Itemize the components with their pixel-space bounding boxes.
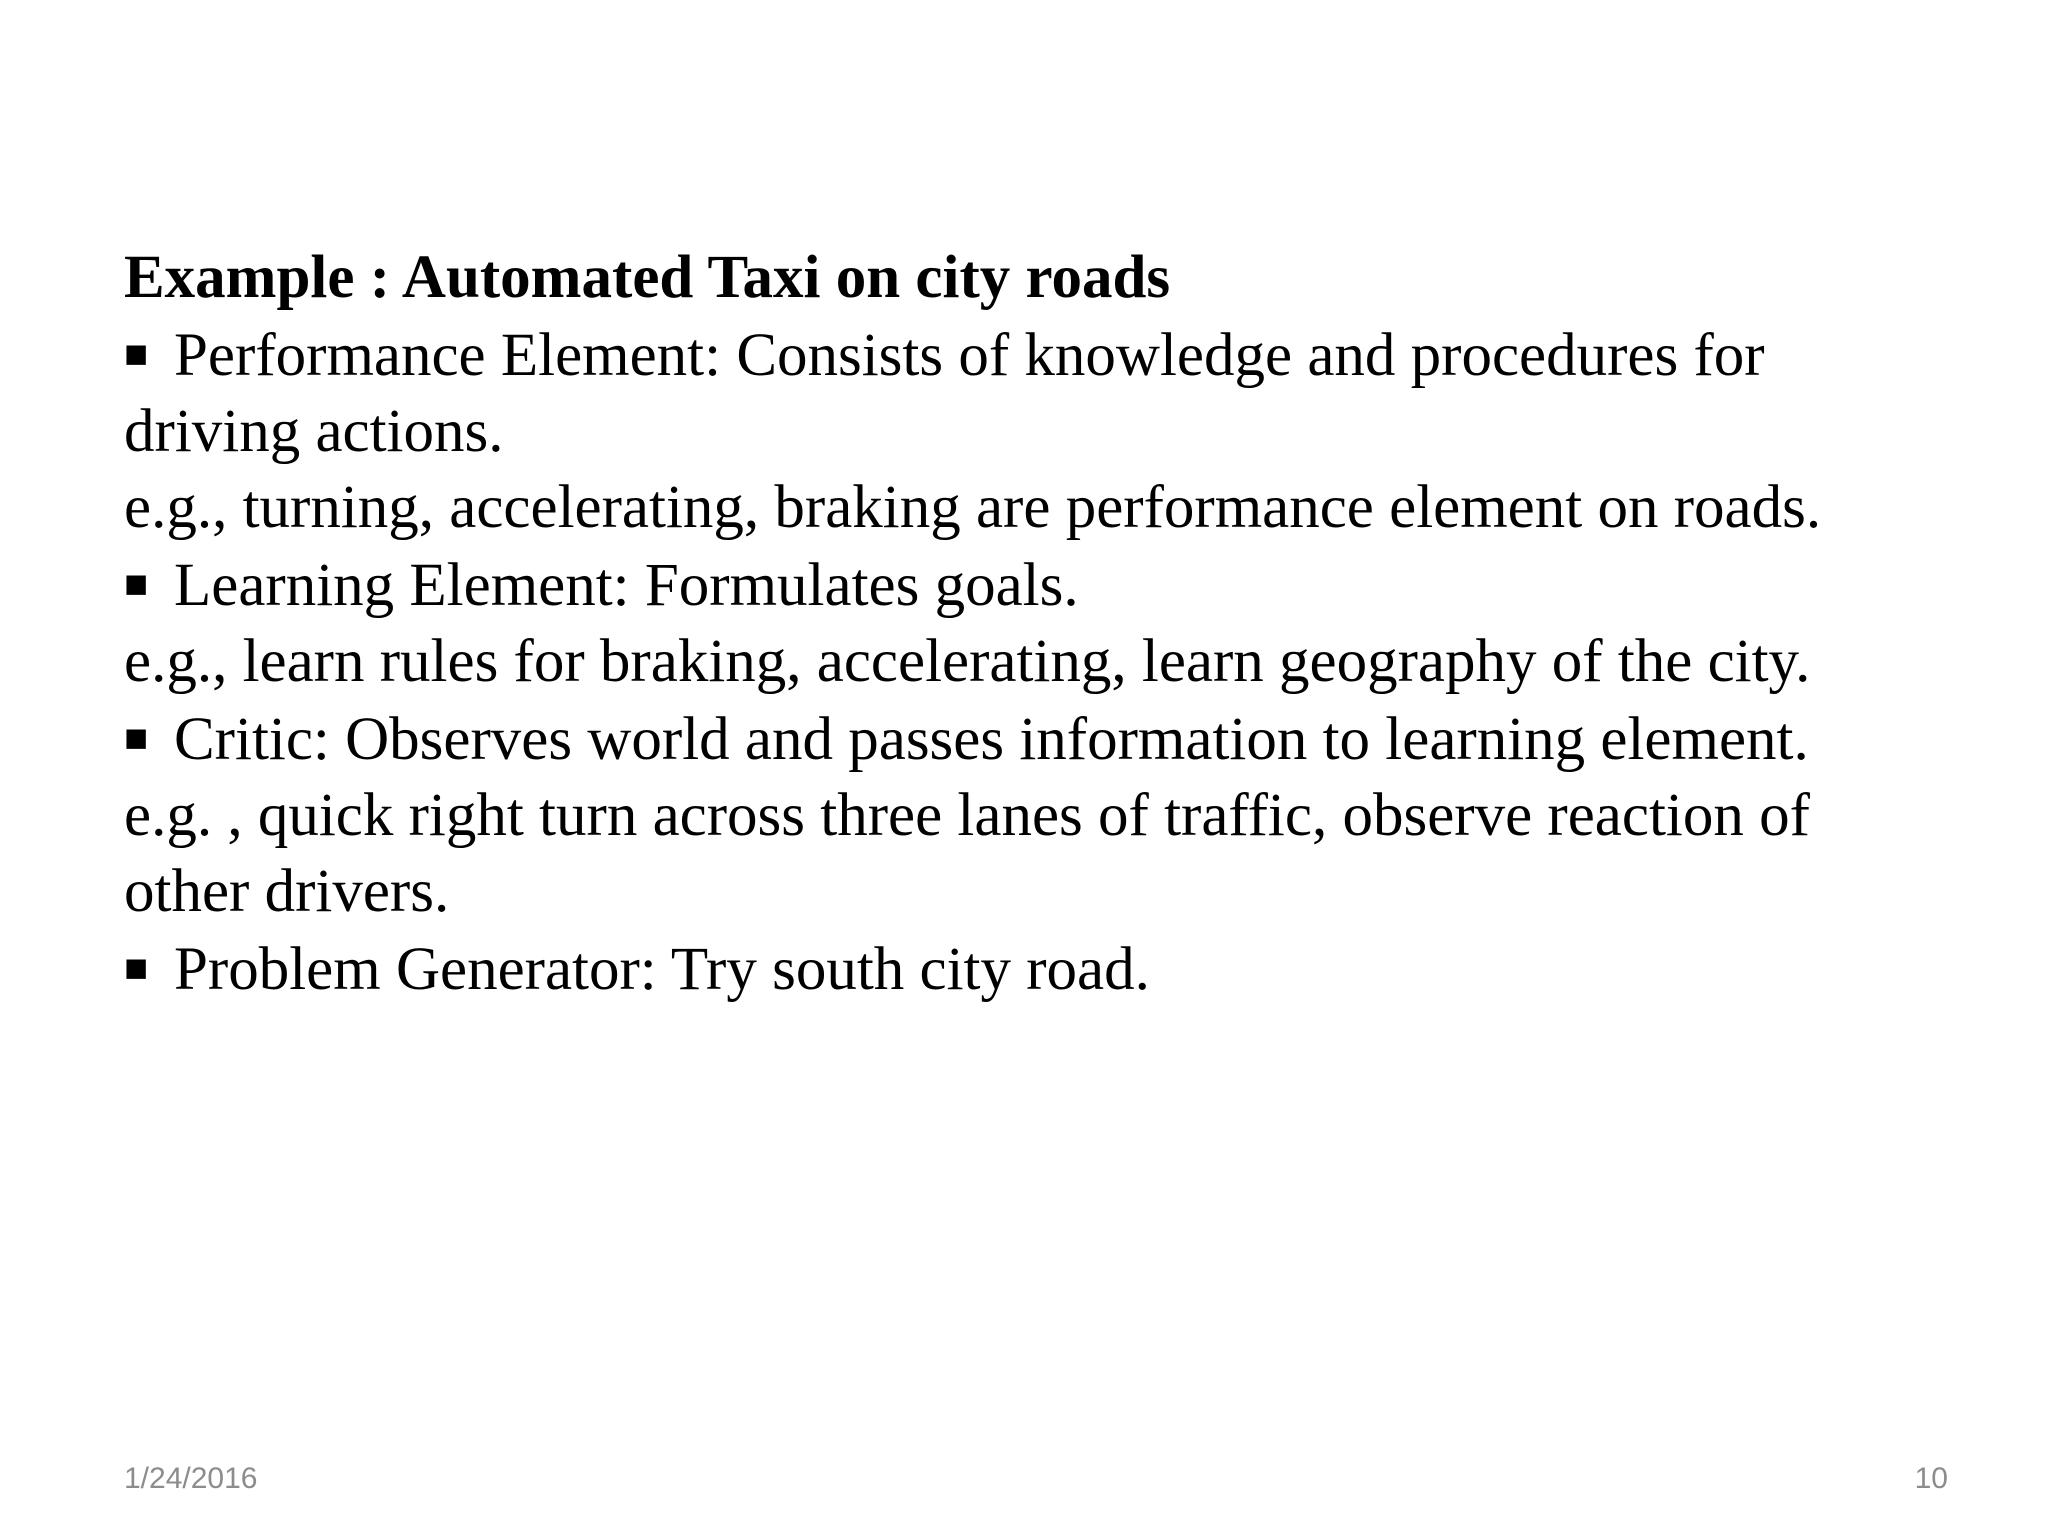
bullet-problem-generator bbox=[124, 930, 1984, 1008]
square-bullet-icon: ■ bbox=[124, 945, 149, 990]
square-bullet-icon: ■ bbox=[124, 331, 149, 376]
bullet-text: Performance Element: Consists of knowledge and procedures for bbox=[174, 322, 1765, 389]
text-line: other drivers. bbox=[124, 858, 450, 925]
bullet-text: Learning Element: Formulates goals. bbox=[174, 552, 1079, 619]
example-line: e.g., turning, accelerating, braking are performance element on roads. bbox=[124, 474, 1822, 541]
bullet-critic bbox=[124, 700, 1984, 778]
square-bullet-icon: ■ bbox=[124, 561, 149, 606]
bullet-text: Critic: Observes world and passes information to learning element. bbox=[174, 706, 1809, 773]
footer-date: 1/24/2016 bbox=[124, 1462, 258, 1495]
bullet-performance-element bbox=[124, 316, 1984, 394]
slide-heading: Example : Automated Taxi on city roads bbox=[124, 244, 1171, 311]
slide-body bbox=[124, 240, 1984, 1008]
bullet-text: Problem Generator: Try south city road. bbox=[174, 936, 1150, 1003]
example-line: e.g. , quick right turn across three lanes of traffic, observe reaction of bbox=[124, 782, 1810, 849]
example-line: e.g., learn rules for braking, accelerating, learn geography of the city. bbox=[124, 628, 1811, 695]
text-line: driving actions. bbox=[124, 398, 504, 465]
bullet-learning-element bbox=[124, 546, 1984, 624]
page-number: 10 bbox=[1914, 1462, 1948, 1495]
square-bullet-icon: ■ bbox=[124, 715, 149, 760]
